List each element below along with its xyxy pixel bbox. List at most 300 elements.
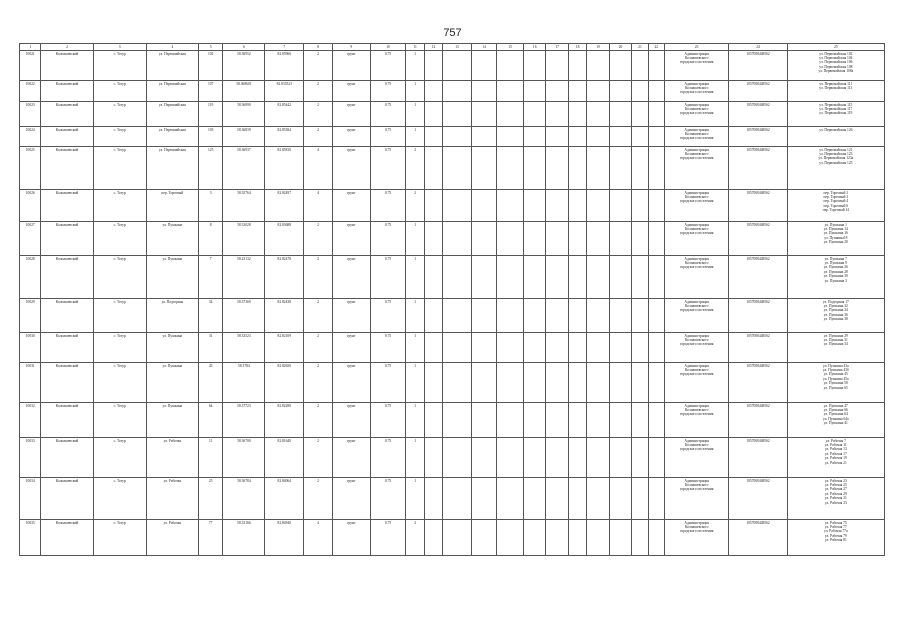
- surface-cell: грунт: [332, 51, 370, 81]
- empty-cell: [497, 438, 524, 478]
- address-line: ул. Пушкина 34: [823, 308, 848, 313]
- count-cell: 2: [304, 363, 333, 403]
- longitude-cell: 82.82497: [265, 190, 304, 222]
- area-cell: 0.75: [370, 478, 406, 520]
- organization-line: городского поселения: [679, 529, 714, 534]
- organization-cell: [664, 333, 728, 363]
- empty-cell: [443, 81, 472, 102]
- settlement-cell: с. Тогур: [93, 127, 146, 147]
- count-cell: 2: [304, 438, 333, 478]
- empty-cell: [632, 190, 648, 222]
- empty-cell: [546, 222, 568, 256]
- address-line: ул. Первомайская 126: [819, 127, 853, 132]
- street-cell: ул. Пушкина: [146, 222, 198, 256]
- empty-cell: [587, 333, 609, 363]
- empty-cell: [546, 147, 568, 190]
- address-line: пер. Торговый 4: [823, 199, 849, 204]
- column-number: 13: [443, 44, 472, 51]
- empty-cell: [568, 363, 586, 403]
- column-number: 14: [471, 44, 497, 51]
- latitude-cell: 58.33523: [223, 333, 265, 363]
- empty-cell: [424, 102, 442, 127]
- organization-line: городского поселения: [679, 308, 714, 313]
- organization-line: Колпашевского: [684, 482, 709, 487]
- district-cell: Колпашевский: [41, 102, 93, 127]
- surface-cell: грунт: [332, 81, 370, 102]
- settlement-cell: с. Тогур: [93, 190, 146, 222]
- district-cell: Колпашевский: [41, 127, 93, 147]
- empty-cell: [587, 51, 609, 81]
- empty-cell: [587, 222, 609, 256]
- organization-line: Администрация: [684, 81, 709, 86]
- organization-line: городского поселения: [679, 199, 714, 204]
- column-number: 7: [265, 44, 304, 51]
- row-id: 10021: [20, 51, 41, 81]
- longitude-cell: 82.82438: [265, 299, 304, 333]
- table-row: [20, 403, 885, 438]
- street-cell: ул. Первомайская: [146, 147, 198, 190]
- table-row: [20, 363, 885, 403]
- containers-cell: 1: [406, 102, 424, 127]
- organization-line: городского поселения: [679, 342, 714, 347]
- longitude-cell: 82.82478: [265, 256, 304, 299]
- empty-cell: [471, 147, 497, 190]
- empty-cell: [609, 81, 631, 102]
- empty-cell: [424, 127, 442, 147]
- address-line: ул. Пушкина 36: [823, 312, 848, 317]
- empty-cell: [568, 520, 586, 556]
- address-line: ул. Пушкина 3: [824, 278, 847, 283]
- address-line: ул. Пушкина 38: [823, 317, 848, 322]
- surface-cell: грунт: [332, 438, 370, 478]
- empty-cell: [568, 403, 586, 438]
- address-line: ул. Первомайская 123а: [818, 156, 854, 161]
- table-row: [20, 222, 885, 256]
- settlement-cell: с. Тогур: [93, 81, 146, 102]
- area-cell: 0.75: [370, 51, 406, 81]
- table-row: [20, 438, 885, 478]
- address-line: ул. Пушкина 65: [823, 385, 848, 390]
- empty-cell: [632, 256, 648, 299]
- empty-cell: [443, 520, 472, 556]
- empty-cell: [424, 190, 442, 222]
- row-id: 10024: [20, 127, 41, 147]
- organization-line: городского поселения: [679, 111, 714, 116]
- district-cell: Колпашевский: [41, 299, 93, 333]
- empty-cell: [609, 190, 631, 222]
- empty-cell: [632, 51, 648, 81]
- count-cell: 2: [304, 51, 333, 81]
- district-cell: Колпашевский: [41, 520, 93, 556]
- settlement-cell: с. Тогур: [93, 438, 146, 478]
- district-cell: Колпашевский: [41, 438, 93, 478]
- empty-cell: [471, 520, 497, 556]
- ogrn-cell: 1057008448562: [729, 363, 787, 403]
- column-number: 6: [223, 44, 265, 51]
- area-cell: 0.75: [370, 222, 406, 256]
- area-cell: 0.75: [370, 363, 406, 403]
- column-number: 25: [787, 44, 884, 51]
- settlement-cell: с. Тогур: [93, 403, 146, 438]
- empty-cell: [497, 81, 524, 102]
- organization-line: городского поселения: [679, 487, 714, 492]
- organization-line: Колпашевского: [684, 194, 709, 199]
- address-line: ул. Первомайская 111: [819, 81, 853, 86]
- address-line: ул. Пушкина 16: [823, 231, 848, 236]
- address-line: ул. Рабочая 27: [824, 487, 847, 492]
- address-line: ул. Пушкина 28: [823, 269, 848, 274]
- column-number: 24: [729, 44, 787, 51]
- containers-cell: 1: [406, 403, 424, 438]
- ogrn-cell: 1057008448562: [729, 147, 787, 190]
- empty-cell: [632, 299, 648, 333]
- latitude-cell: 58.36890: [223, 102, 265, 127]
- district-cell: Колпашевский: [41, 81, 93, 102]
- count-cell: 2: [304, 81, 333, 102]
- containers-cell: 1: [406, 127, 424, 147]
- empty-cell: [546, 333, 568, 363]
- empty-cell: [523, 51, 545, 81]
- empty-cell: [632, 478, 648, 520]
- empty-cell: [587, 403, 609, 438]
- count-cell: 4: [304, 520, 333, 556]
- street-cell: ул. Рабочая: [146, 520, 198, 556]
- organization-cell: [664, 478, 728, 520]
- organization-cell: [664, 256, 728, 299]
- street-cell: ул. Рабочая: [146, 478, 198, 520]
- street-cell: ул. Пушкина: [146, 363, 198, 403]
- address-line: ул. Первомайская 115: [819, 102, 853, 107]
- addresses-cell: [787, 127, 884, 147]
- street-cell: ул. Рабочая: [146, 438, 198, 478]
- empty-cell: [523, 81, 545, 102]
- address-line: ул. Рабочая 29: [824, 491, 847, 496]
- organization-cell: [664, 520, 728, 556]
- empty-cell: [424, 256, 442, 299]
- surface-cell: грунт: [332, 102, 370, 127]
- area-cell: 0.75: [370, 102, 406, 127]
- house-cell: 125: [198, 147, 223, 190]
- organization-line: Колпашевского: [684, 303, 709, 308]
- empty-cell: [648, 222, 664, 256]
- house-cell: 64: [198, 403, 223, 438]
- column-number: 19: [587, 44, 609, 51]
- empty-cell: [471, 478, 497, 520]
- address-line: ул. Первомайская 108а: [818, 69, 854, 74]
- empty-cell: [471, 403, 497, 438]
- house-cell: 77: [198, 520, 223, 556]
- empty-cell: [424, 147, 442, 190]
- containers-cell: 1: [406, 222, 424, 256]
- empty-cell: [471, 438, 497, 478]
- column-number: 22: [648, 44, 664, 51]
- ogrn-cell: 1057008448562: [729, 102, 787, 127]
- surface-cell: грунт: [332, 520, 370, 556]
- column-number: 15: [497, 44, 524, 51]
- empty-cell: [632, 81, 648, 102]
- table-row: [20, 190, 885, 222]
- address-line: пер. Торговый 2: [823, 190, 849, 195]
- organization-line: Колпашевского: [684, 131, 709, 136]
- table-row: [20, 147, 885, 190]
- empty-cell: [471, 256, 497, 299]
- latitude-cell: 58.36937: [223, 147, 265, 190]
- longitude-cell: 82.85384: [265, 127, 304, 147]
- organization-line: городского поселения: [679, 265, 714, 270]
- addresses-cell: [787, 333, 884, 363]
- street-cell: пер. Торговый: [146, 190, 198, 222]
- containers-cell: 1: [406, 81, 424, 102]
- empty-cell: [424, 333, 442, 363]
- surface-cell: грунт: [332, 127, 370, 147]
- settlement-cell: с. Тогур: [93, 256, 146, 299]
- empty-cell: [568, 81, 586, 102]
- address-line: ул. Пушкина 41: [823, 421, 848, 426]
- count-cell: 2: [304, 478, 333, 520]
- empty-cell: [546, 520, 568, 556]
- house-cell: 8: [198, 222, 223, 256]
- street-cell: ул. Пушкина: [146, 403, 198, 438]
- empty-cell: [648, 127, 664, 147]
- organization-line: Администрация: [684, 363, 709, 368]
- organization-line: Колпашевского: [684, 85, 709, 90]
- empty-cell: [424, 520, 442, 556]
- house-cell: 45: [198, 363, 223, 403]
- latitude-cell: 58.33166: [223, 520, 265, 556]
- empty-cell: [568, 147, 586, 190]
- empty-cell: [497, 190, 524, 222]
- address-line: ул. Пушкина 64а: [822, 416, 849, 421]
- column-number-row: [20, 44, 885, 51]
- address-line: ул. Пушкина 7: [824, 256, 847, 261]
- addresses-cell: [787, 299, 884, 333]
- empty-cell: [497, 127, 524, 147]
- column-number: 11: [406, 44, 424, 51]
- address-line: ул. Пушкина 43б: [822, 367, 849, 372]
- organization-line: Колпашевского: [684, 106, 709, 111]
- address-line: ул. Пушкина 64: [823, 412, 848, 417]
- district-cell: Колпашевский: [41, 147, 93, 190]
- ogrn-cell: 1057008448562: [729, 190, 787, 222]
- house-cell: 11: [198, 438, 223, 478]
- district-cell: Колпашевский: [41, 222, 93, 256]
- empty-cell: [523, 190, 545, 222]
- address-line: ул. Пушкина 1: [824, 222, 847, 227]
- surface-cell: грунт: [332, 333, 370, 363]
- ogrn-cell: 1057008448562: [729, 299, 787, 333]
- settlement-cell: с. Тогур: [93, 299, 146, 333]
- latitude-cell: 58.35764: [223, 190, 265, 222]
- surface-cell: грунт: [332, 299, 370, 333]
- organization-cell: [664, 147, 728, 190]
- street-cell: ул. Первомайская: [146, 127, 198, 147]
- empty-cell: [497, 222, 524, 256]
- house-cell: 103: [198, 127, 223, 147]
- empty-cell: [568, 438, 586, 478]
- latitude-cell: 58.36784: [223, 478, 265, 520]
- organization-line: Администрация: [684, 190, 709, 195]
- containers-cell: 1: [406, 299, 424, 333]
- table-row: [20, 478, 885, 520]
- address-line: ул. Рабочая 25: [824, 482, 847, 487]
- empty-cell: [546, 127, 568, 147]
- longitude-cell: 82.83688: [265, 222, 304, 256]
- latitude-cell: 58.33028: [223, 222, 265, 256]
- count-cell: 2: [304, 222, 333, 256]
- empty-cell: [523, 333, 545, 363]
- house-cell: 34: [198, 299, 223, 333]
- empty-cell: [497, 299, 524, 333]
- row-id: 10034: [20, 478, 41, 520]
- empty-cell: [568, 51, 586, 81]
- address-line: ул. Рабочая 31: [824, 496, 847, 501]
- organization-line: городского поселения: [679, 412, 714, 417]
- area-cell: 0.75: [370, 403, 406, 438]
- surface-cell: грунт: [332, 222, 370, 256]
- empty-cell: [648, 478, 664, 520]
- empty-cell: [632, 438, 648, 478]
- empty-cell: [546, 299, 568, 333]
- row-id: 10026: [20, 190, 41, 222]
- longitude-cell: 82.85810: [265, 147, 304, 190]
- address-line: ул. Пушкина 66: [823, 407, 848, 412]
- empty-cell: [471, 190, 497, 222]
- empty-cell: [609, 222, 631, 256]
- surface-cell: грунт: [332, 256, 370, 299]
- surface-cell: грунт: [332, 403, 370, 438]
- empty-cell: [443, 127, 472, 147]
- address-line: ул. Пушкина 45: [823, 372, 848, 377]
- row-id: 10033: [20, 438, 41, 478]
- district-cell: Колпашевский: [41, 256, 93, 299]
- organization-line: Администрация: [684, 222, 709, 227]
- address-line: ул. Пушкина 31: [823, 337, 848, 342]
- address-line: ул. Рабочая 33: [824, 500, 847, 505]
- house-cell: 3: [198, 190, 223, 222]
- district-cell: Колпашевский: [41, 190, 93, 222]
- settlement-cell: с. Тогур: [93, 147, 146, 190]
- row-id: 10023: [20, 102, 41, 127]
- containers-cell: 2: [406, 190, 424, 222]
- empty-cell: [587, 363, 609, 403]
- table-row: [20, 81, 885, 102]
- containers-cell: 1: [406, 478, 424, 520]
- empty-cell: [648, 102, 664, 127]
- empty-cell: [587, 438, 609, 478]
- empty-cell: [648, 333, 664, 363]
- address-line: ул. Первомайская 106: [819, 60, 853, 65]
- empty-cell: [497, 333, 524, 363]
- organization-line: Колпашевского: [684, 260, 709, 265]
- table-row: [20, 127, 885, 147]
- empty-cell: [587, 81, 609, 102]
- empty-cell: [497, 403, 524, 438]
- empty-cell: [546, 438, 568, 478]
- empty-cell: [609, 256, 631, 299]
- longitude-cell: 82.82109: [265, 333, 304, 363]
- empty-cell: [648, 147, 664, 190]
- address-line: ул. Пушкина 26: [823, 265, 848, 270]
- organization-cell: [664, 363, 728, 403]
- empty-cell: [497, 51, 524, 81]
- organization-line: Администрация: [684, 520, 709, 525]
- organization-line: Администрация: [684, 256, 709, 261]
- empty-cell: [443, 190, 472, 222]
- address-line: пер. Торговый 14: [822, 208, 849, 213]
- empty-cell: [523, 478, 545, 520]
- column-number: 1: [20, 44, 41, 51]
- containers-cell: 1: [406, 256, 424, 299]
- area-cell: 0.75: [370, 81, 406, 102]
- empty-cell: [424, 81, 442, 102]
- organization-line: Администрация: [684, 403, 709, 408]
- ogrn-cell: 1057008448562: [729, 403, 787, 438]
- empty-cell: [568, 127, 586, 147]
- address-line: ул. Первомайская 113: [819, 85, 853, 90]
- empty-cell: [424, 403, 442, 438]
- column-number: 20: [609, 44, 631, 51]
- empty-cell: [609, 127, 631, 147]
- district-cell: Колпашевский: [41, 363, 93, 403]
- organization-cell: [664, 81, 728, 102]
- organization-line: Администрация: [684, 147, 709, 152]
- area-cell: 0.75: [370, 147, 406, 190]
- address-line: ул. Первомайская 119: [819, 111, 853, 116]
- empty-cell: [546, 363, 568, 403]
- column-number: 10: [370, 44, 406, 51]
- addresses-cell: [787, 51, 884, 81]
- empty-cell: [609, 333, 631, 363]
- empty-cell: [587, 256, 609, 299]
- empty-cell: [648, 520, 664, 556]
- empty-cell: [587, 147, 609, 190]
- organization-cell: [664, 438, 728, 478]
- organization-line: Колпашевского: [684, 367, 709, 372]
- ogrn-cell: 1057008448562: [729, 222, 787, 256]
- area-cell: 0.75: [370, 520, 406, 556]
- ogrn-cell: 1057008448562: [729, 478, 787, 520]
- organization-line: городского поселения: [679, 231, 714, 236]
- settlement-cell: с. Тогур: [93, 51, 146, 81]
- empty-cell: [632, 127, 648, 147]
- address-line: ул. Пушкина 47: [823, 403, 848, 408]
- address-line: ул. Пушкина18: [824, 235, 848, 240]
- addresses-cell: [787, 81, 884, 102]
- empty-cell: [609, 438, 631, 478]
- organization-line: Администрация: [684, 333, 709, 338]
- empty-cell: [587, 478, 609, 520]
- latitude-cell: 58.37723: [223, 403, 265, 438]
- row-id: 10027: [20, 222, 41, 256]
- house-cell: 25: [198, 478, 223, 520]
- containers-cell: 1: [406, 333, 424, 363]
- house-cell: 119: [198, 102, 223, 127]
- organization-line: Колпашевского: [684, 442, 709, 447]
- column-number: 8: [304, 44, 333, 51]
- longitude-cell: 82.85966: [265, 51, 304, 81]
- empty-cell: [587, 190, 609, 222]
- table-row: [20, 299, 885, 333]
- street-cell: ул. Пушкина: [146, 256, 198, 299]
- column-number: 9: [332, 44, 370, 51]
- count-cell: 2: [304, 299, 333, 333]
- address-line: ул. Рабочая 17: [824, 451, 847, 456]
- empty-cell: [443, 222, 472, 256]
- containers-cell: 1: [406, 51, 424, 81]
- empty-cell: [471, 299, 497, 333]
- empty-cell: [568, 222, 586, 256]
- column-number: 21: [632, 44, 648, 51]
